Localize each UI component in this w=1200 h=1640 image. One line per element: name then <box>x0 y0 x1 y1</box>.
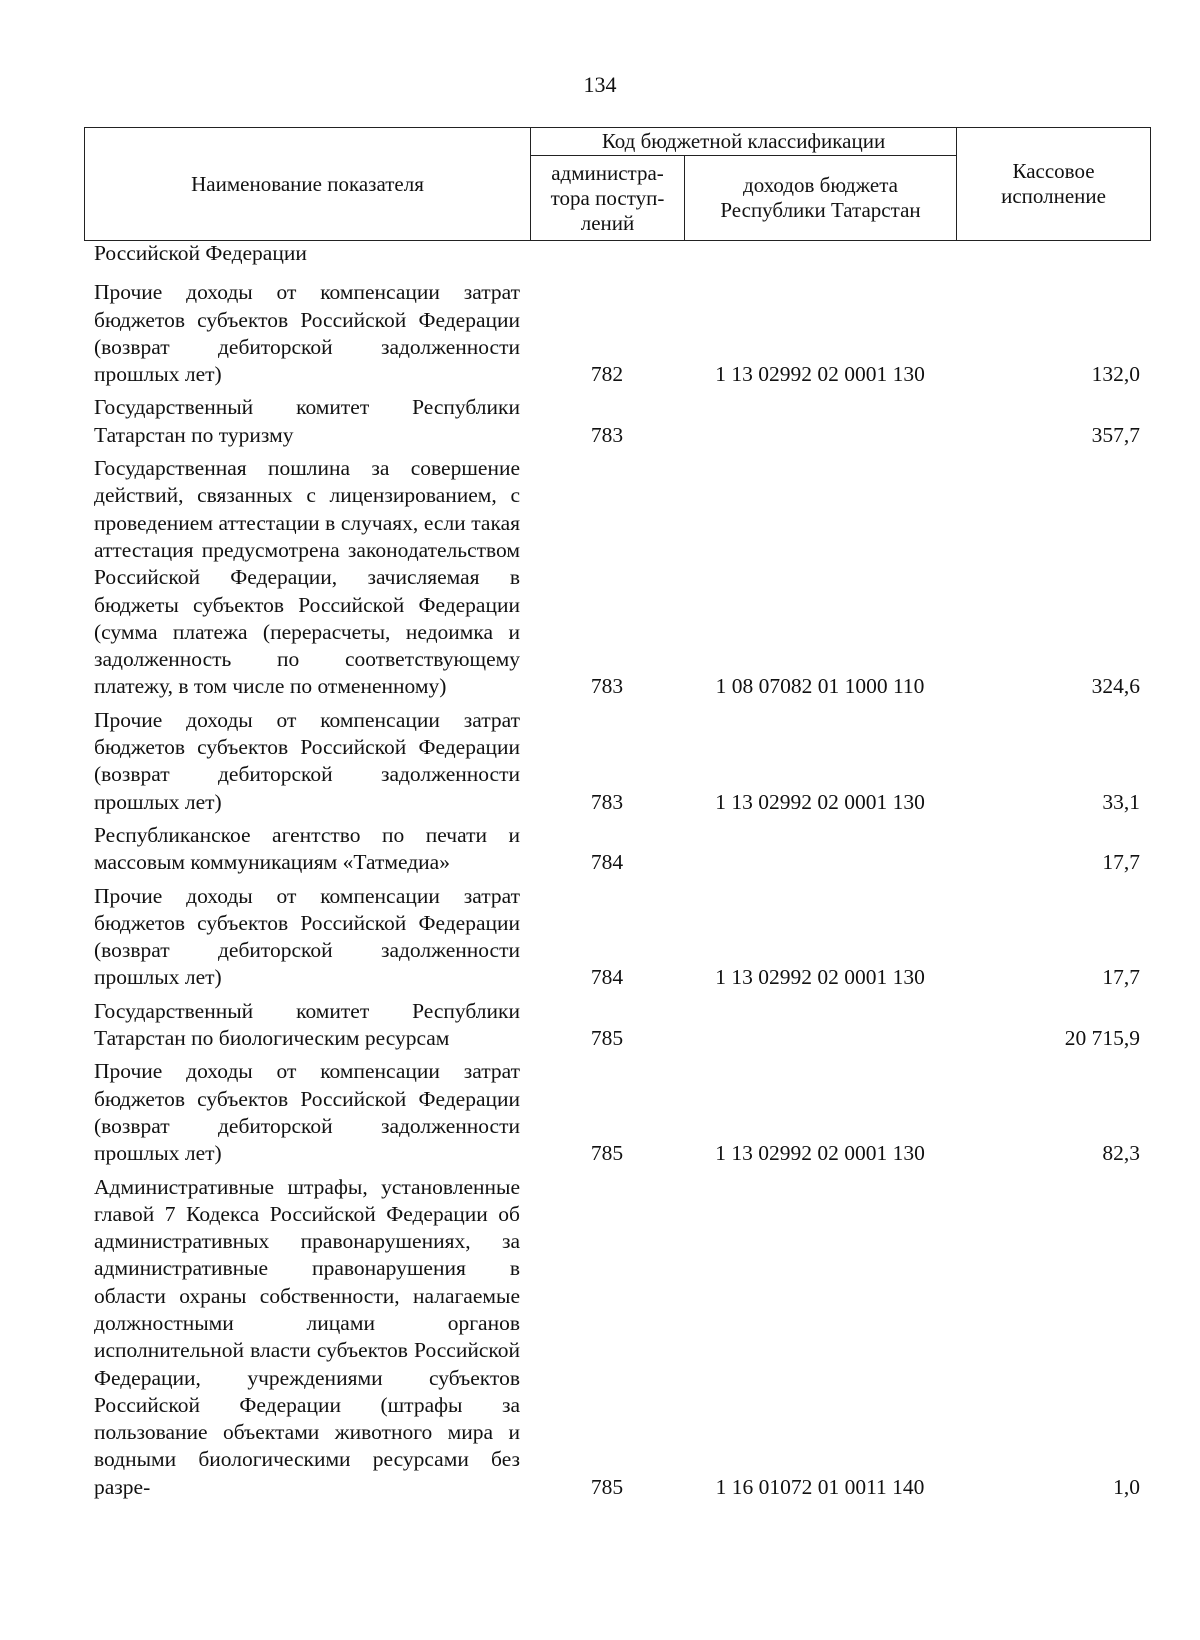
table-row <box>84 449 1150 701</box>
row-admin-code: 785 <box>590 1141 624 1166</box>
revenue-table <box>84 240 1150 1501</box>
header-revenue-line1: доходов бюджета <box>743 173 898 197</box>
row-revenue-code <box>684 816 956 877</box>
row-name: Прочие доходы от компенсации затрат бюджетов субъектов Российской Федерации (возврат дебиторской задолженности прошлых лет) <box>94 1059 520 1166</box>
row-name: Государственный комитет Республики Татарстан по биологическим ресурсам <box>94 998 520 1051</box>
header-admin-line2: тора поступ- <box>550 185 665 210</box>
table-row <box>84 388 1150 449</box>
row-admin-code: 783 <box>590 674 624 699</box>
row-name: Государственный комитет Республики Татарстан по туризму <box>94 395 520 447</box>
table-row <box>84 877 1150 992</box>
header-revenue-code <box>685 156 957 241</box>
header-execution-line2: исполнение <box>1001 184 1106 208</box>
row-admin-code <box>530 240 684 273</box>
row-name: Государственная пошлина за совершение действий, связанных с лицензированием, с проведением аттестации в случаях, если такая аттестация предусмотрена законодательством Российской Федерации, зачисляемая в бюджеты субъектов Российской Федерации (сумма платежа (перерасчеты, недоимка и задолженность по соответствующему платежу, в том числе по отмененному) <box>94 456 520 699</box>
row-amount: 357,7 <box>1091 422 1140 447</box>
row-admin-code: 785 <box>590 1026 624 1051</box>
header-cash-execution <box>957 128 1151 241</box>
row-revenue-code: 1 16 01072 01 0011 140 <box>715 1474 925 1499</box>
row-name: Прочие доходы от компенсации затрат бюджетов субъектов Российской Федерации (возврат дебиторской задолженности прошлых лет) <box>94 883 520 990</box>
row-admin-code: 783 <box>590 789 624 814</box>
table-row <box>84 992 1150 1053</box>
table-row <box>84 816 1150 877</box>
row-name: Республиканское агентство по печати и массовым коммуникациям «Татмедиа» <box>94 822 520 875</box>
row-name: Прочие доходы от компенсации затрат бюджетов субъектов Российской Федерации (возврат дебиторской задолженности прошлых лет) <box>94 707 520 814</box>
row-revenue-code <box>684 240 956 273</box>
table-row <box>84 701 1150 816</box>
row-revenue-code: 1 13 02992 02 0001 130 <box>715 362 925 387</box>
row-admin-code: 783 <box>590 422 624 447</box>
row-amount: 1,0 <box>1113 1474 1140 1499</box>
row-amount: 132,0 <box>1091 362 1140 387</box>
table-row <box>84 1052 1150 1167</box>
table-header <box>84 127 1151 241</box>
row-revenue-code <box>684 388 956 449</box>
header-administrator <box>531 156 685 241</box>
row-amount: 324,6 <box>1091 674 1140 699</box>
row-admin-code: 784 <box>590 850 624 875</box>
row-admin-code: 784 <box>590 965 624 990</box>
row-amount: 17,7 <box>1102 965 1140 990</box>
row-revenue-code <box>684 992 956 1053</box>
header-execution-line1: Кассовое <box>1012 159 1095 183</box>
table-row <box>84 273 1150 388</box>
row-revenue-code: 1 08 07082 01 1000 110 <box>715 674 925 699</box>
row-amount: 17,7 <box>1102 850 1140 875</box>
header-indicator-name: Наименование показателя <box>85 128 531 241</box>
page-number: 134 <box>583 72 617 97</box>
row-name: Прочие доходы от компенсации затрат бюджетов субъектов Российской Федерации (возврат дебиторской задолженности прошлых лет) <box>94 280 520 387</box>
row-revenue-code: 1 13 02992 02 0001 130 <box>715 1141 925 1166</box>
row-admin-code: 785 <box>590 1474 624 1499</box>
row-amount: 33,1 <box>1102 789 1140 814</box>
header-classification-code: Код бюджетной классификации <box>531 128 957 156</box>
row-amount <box>956 240 1150 273</box>
header-admin-line3: лений <box>580 210 635 235</box>
header-revenue-line2: Республики Татарстан <box>720 198 921 222</box>
row-admin-code: 782 <box>590 362 624 387</box>
row-revenue-code: 1 13 02992 02 0001 130 <box>715 965 925 990</box>
table-row <box>84 1168 1150 1502</box>
row-amount: 20 715,9 <box>1064 1026 1140 1051</box>
row-amount: 82,3 <box>1102 1141 1140 1166</box>
row-revenue-code: 1 13 02992 02 0001 130 <box>715 789 925 814</box>
row-name: Российской Федерации <box>94 241 307 265</box>
header-admin-line1: администра- <box>551 160 664 185</box>
table-row <box>84 240 1150 273</box>
row-name: Административные штрафы, установленные главой 7 Кодекса Российской Федерации об административных правонарушениях, за административные правонарушения в области охраны собственности, налагаемые должностными лицами органов исполнительной власти субъектов Российской Федерации, учреждениями субъектов Российской Федерации (штрафы за пользование объектами животного мира и водными биологическими ресурсами без разре- <box>94 1174 520 1499</box>
